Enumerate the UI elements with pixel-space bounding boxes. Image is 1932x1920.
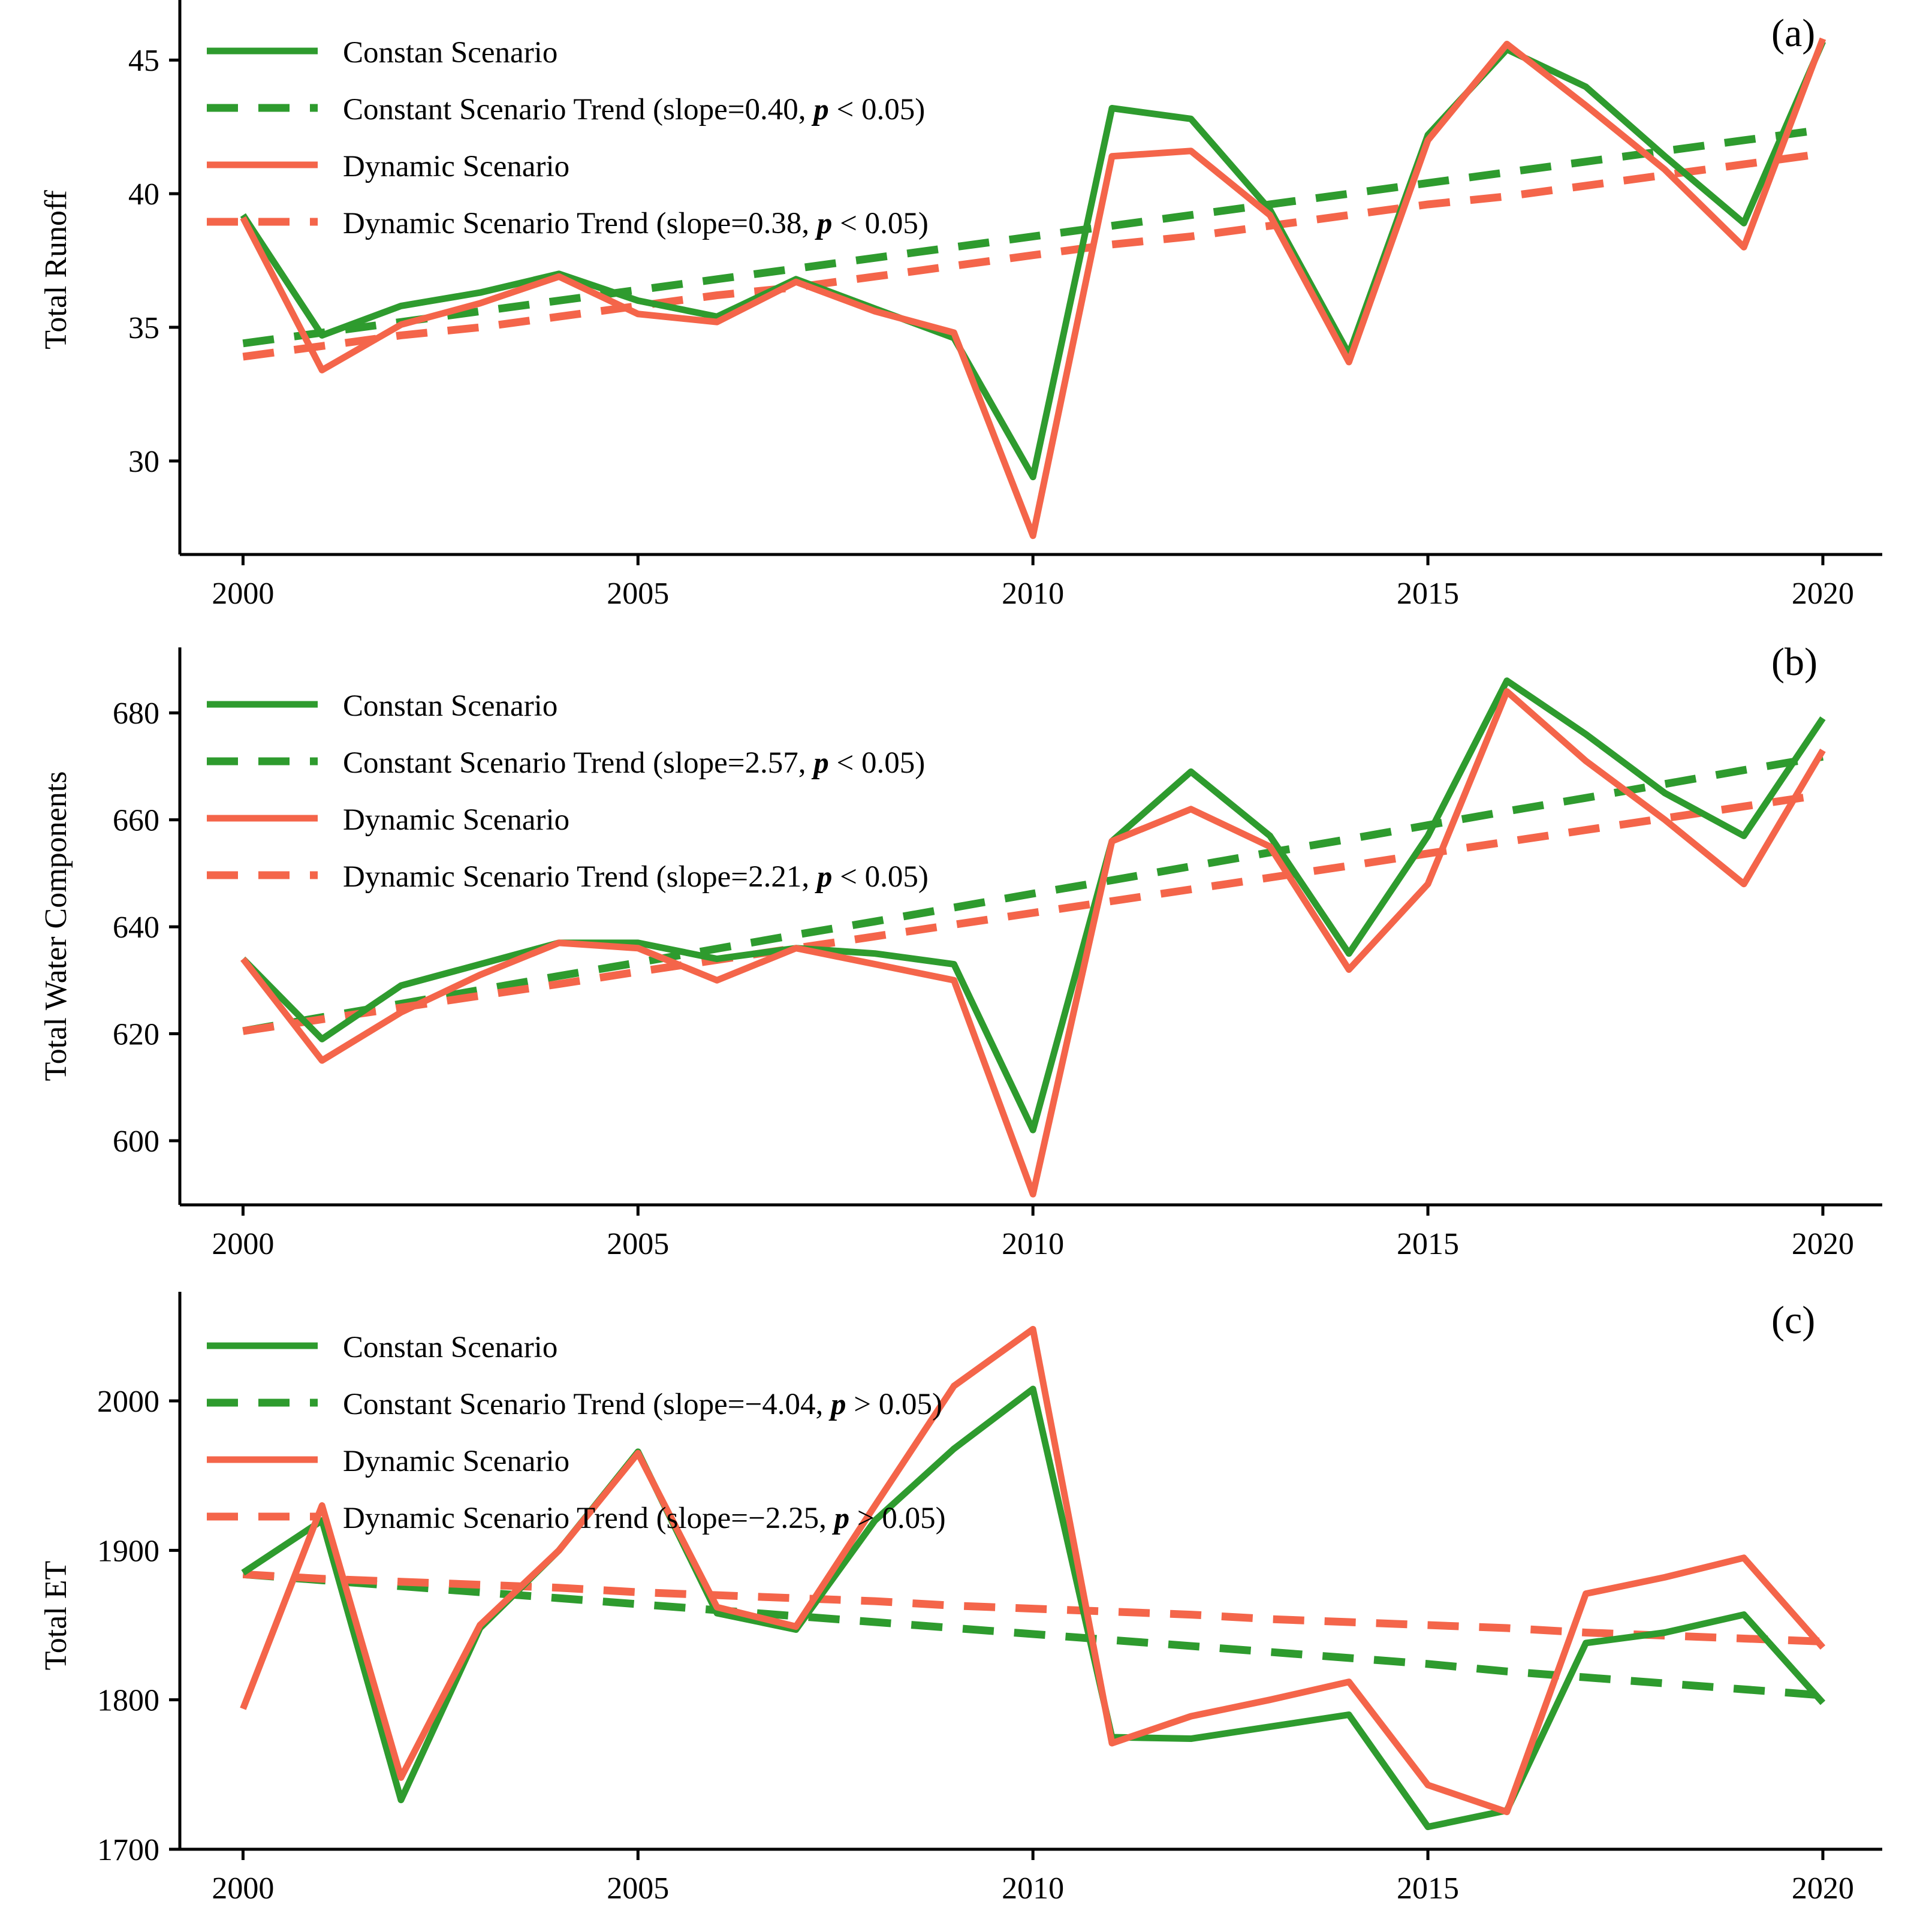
chart-panel-c xyxy=(0,1280,1932,1920)
y-tick-label: 1700 xyxy=(97,1833,159,1867)
panel-label-c: (c) xyxy=(1771,1298,1816,1342)
series-line-3 xyxy=(243,153,1823,357)
legend-label-3: Dynamic Scenario Trend (slope=−2.25, p > 0.05) xyxy=(343,1502,946,1535)
x-tick-label: 2020 xyxy=(1791,1227,1854,1261)
x-tick-label: 2020 xyxy=(1791,1871,1854,1906)
x-tick-label: 2020 xyxy=(1791,577,1854,611)
x-tick-label: 2005 xyxy=(607,577,670,611)
x-tick-label: 2015 xyxy=(1397,577,1460,611)
chart-svg-c xyxy=(0,1280,1932,1920)
legend-label-0: Constan Scenario xyxy=(343,689,558,723)
x-tick-label: 2015 xyxy=(1397,1871,1460,1906)
y-tick-label: 640 xyxy=(113,911,159,945)
x-tick-label: 2005 xyxy=(607,1871,670,1906)
legend-label-2: Dynamic Scenario xyxy=(343,150,570,183)
x-tick-label: 2000 xyxy=(212,577,275,611)
y-tick-label: 45 xyxy=(128,44,159,79)
y-tick-label: 1900 xyxy=(97,1534,159,1569)
legend-label-1: Constant Scenario Trend (slope=2.57, p < 0.05) xyxy=(343,746,926,780)
y-axis-label: Total Water Components xyxy=(39,771,73,1081)
y-tick-label: 660 xyxy=(113,803,159,838)
x-tick-label: 2000 xyxy=(212,1227,275,1261)
legend-label-1: Constant Scenario Trend (slope=−4.04, p > 0.05) xyxy=(343,1388,942,1421)
legend-label-0: Constan Scenario xyxy=(343,1331,558,1364)
chart-svg-a xyxy=(0,0,1932,626)
panel-label-a: (a) xyxy=(1771,11,1816,55)
y-axis-label: Total ET xyxy=(39,1560,73,1671)
chart-panel-a xyxy=(0,0,1932,626)
legend-label-3: Dynamic Scenario Trend (slope=2.21, p < 0.05) xyxy=(343,860,929,894)
y-tick-label: 600 xyxy=(113,1124,159,1159)
legend-label-1: Constant Scenario Trend (slope=0.40, p < 0.05) xyxy=(343,93,926,126)
x-tick-label: 2005 xyxy=(607,1227,670,1261)
y-tick-label: 35 xyxy=(128,311,159,346)
y-tick-label: 1800 xyxy=(97,1683,159,1718)
panel-label-b: (b) xyxy=(1771,640,1818,684)
x-tick-label: 2000 xyxy=(212,1871,275,1906)
series-line-1 xyxy=(243,756,1823,1031)
y-tick-label: 30 xyxy=(128,444,159,479)
x-tick-label: 2010 xyxy=(1002,577,1065,611)
y-tick-label: 2000 xyxy=(97,1385,159,1419)
y-tick-label: 620 xyxy=(113,1017,159,1052)
x-tick-label: 2015 xyxy=(1397,1227,1460,1261)
y-tick-label: 680 xyxy=(113,697,159,731)
x-tick-label: 2010 xyxy=(1002,1227,1065,1261)
legend-label-0: Constan Scenario xyxy=(343,36,558,70)
y-tick-label: 40 xyxy=(128,177,159,212)
chart-svg-b xyxy=(0,626,1932,1280)
legend-label-2: Dynamic Scenario xyxy=(343,1445,570,1478)
legend-label-3: Dynamic Scenario Trend (slope=0.38, p < 0.05) xyxy=(343,207,929,240)
y-axis-label: Total Runoff xyxy=(39,190,73,349)
chart-panel-b xyxy=(0,626,1932,1280)
legend-label-2: Dynamic Scenario xyxy=(343,803,570,837)
x-tick-label: 2010 xyxy=(1002,1871,1065,1906)
